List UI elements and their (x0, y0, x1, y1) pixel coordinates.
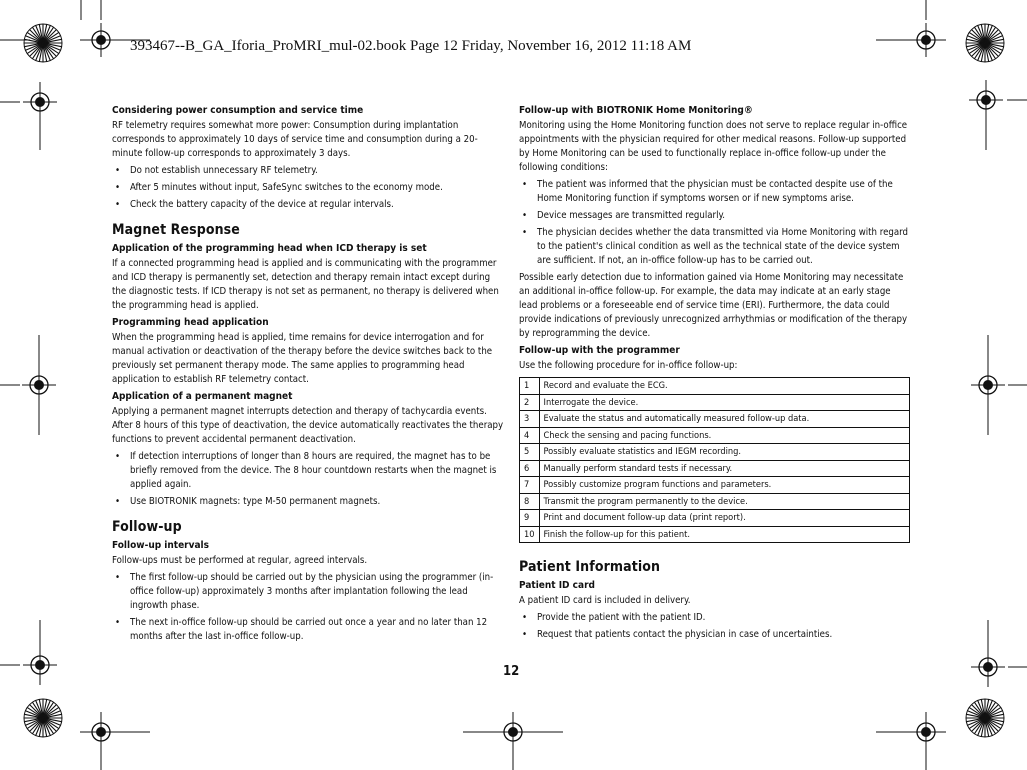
list-item: • Device messages are transmitted regularly. (522, 210, 725, 221)
step-number: 6 (520, 460, 540, 477)
home-monitoring-text2: Possible early detection due to information gained via Home Monitoring may necessitate an additional in-office follow-up. For example, the data may indicate at an early stage lead problems or a foreseeable end of service time (ERI). Furthermore, the data could provide indications of previously unrecognized arrhythmias or modification of the therapy by reprogramming the device. (519, 272, 908, 339)
table-row (520, 378, 910, 395)
step-number: 5 (520, 444, 540, 461)
power-heading: Considering power consumption and service time (112, 105, 364, 116)
follow-up-steps-table (519, 377, 910, 543)
step-text: Possibly evaluate statistics and IEGM recording. (539, 444, 909, 461)
list-item: • The next in-office follow-up should be carried out once a year and no later than 12 months after the last in-office follow-up. (115, 617, 488, 642)
list-item: • If detection interruptions of longer than 8 hours are required, the magnet has to be briefly removed from the device. The 8 hour countdown restarts when the magnet is applied again. (115, 451, 497, 490)
step-text: Possibly customize program functions and parameters. (539, 477, 909, 494)
follow-up-intervals-heading: Follow-up intervals (112, 540, 209, 551)
right-column (519, 101, 911, 645)
step-number: 4 (520, 427, 540, 444)
list-item: • Use BIOTRONIK magnets: type M-50 permanent magnets. (115, 496, 381, 507)
table-row (520, 526, 910, 543)
magnet-response-title: Magnet Response (112, 222, 240, 238)
programmer-intro: Use the following procedure for in-office follow-up: (519, 360, 738, 371)
step-text: Print and document follow-up data (print report). (539, 510, 909, 527)
magnet-sub1: Application of the programming head when ICD therapy is set (112, 243, 427, 254)
magnet-text1: If a connected programming head is applied and is communicating with the programmer and ICD therapy is permanently set, detection and therapy remain intact except during the diagnostic tests. If ICD therapy is not set as permanent, no therapy is delivered when the programming head is applied. (112, 258, 499, 311)
book-slug-header: 393467--B_GA_Iforia_ProMRI_mul-02.book Page 12 Friday, November 16, 2012 11:18 AM (130, 38, 692, 54)
list-item: • Provide the patient with the patient ID. (522, 612, 706, 623)
home-monitoring-heading: Follow-up with BIOTRONIK Home Monitoring® (519, 105, 753, 116)
step-number: 2 (520, 394, 540, 411)
step-number: 7 (520, 477, 540, 494)
patient-id-card-heading: Patient ID card (519, 580, 595, 591)
follow-up-bullets (112, 571, 504, 644)
table-row (520, 460, 910, 477)
patient-bullets (519, 611, 911, 642)
table-row (520, 477, 910, 494)
patient-information-title: Patient Information (519, 559, 661, 575)
list-item: • Do not establish unnecessary RF telemetry. (115, 165, 318, 176)
step-text: Transmit the program permanently to the device. (539, 493, 909, 510)
list-item: • Check the battery capacity of the device at regular intervals. (115, 199, 394, 210)
list-item: • Request that patients contact the physician in case of uncertainties. (522, 629, 833, 640)
power-bullets (112, 164, 504, 212)
magnet-text3: Applying a permanent magnet interrupts detection and therapy of tachycardia events. After 8 hours of this type of deactivation, the device automatically reactivates the therapy functions to prevent accidental permanent deactivation. (112, 406, 504, 445)
table-row (520, 394, 910, 411)
list-item: • After 5 minutes without input, SafeSync switches to the economy mode. (115, 182, 443, 193)
home-monitoring-text: Monitoring using the Home Monitoring function does not serve to replace regular in-office appointments with the physician required for other medical reasons. Follow-up supported by Home Monitoring can be used to functionally replace in-office follow-up under the following conditions: (519, 120, 908, 173)
magnet-sub2: Programming head application (112, 317, 269, 328)
table-row (520, 510, 910, 527)
table-row (520, 444, 910, 461)
step-text: Manually perform standard tests if necessary. (539, 460, 909, 477)
step-text: Interrogate the device. (539, 394, 909, 411)
left-column (112, 101, 504, 647)
table-row (520, 411, 910, 428)
step-number: 9 (520, 510, 540, 527)
magnet-text2: When the programming head is applied, time remains for device interrogation and for manual activation or deactivation of the therapy before the device switches back to the previously set permanent therapy mode. The same applies to programming head application to establish RF telemetry contact. (112, 332, 493, 385)
step-number: 1 (520, 378, 540, 395)
programmer-heading: Follow-up with the programmer (519, 345, 680, 356)
table-row (520, 427, 910, 444)
step-text: Record and evaluate the ECG. (539, 378, 909, 395)
step-number: 8 (520, 493, 540, 510)
patient-id-card-text: A patient ID card is included in delivery. (519, 595, 691, 606)
step-number: 10 (520, 526, 540, 543)
follow-up-title: Follow-up (112, 519, 182, 535)
table-row (520, 493, 910, 510)
magnet-bullets (112, 450, 504, 509)
step-text: Check the sensing and pacing functions. (539, 427, 909, 444)
home-monitoring-bullets (519, 178, 911, 268)
magnet-sub3: Application of a permanent magnet (112, 391, 293, 402)
list-item: • The physician decides whether the data transmitted via Home Monitoring with regard to the patient's clinical condition as well as the technical state of the device system are sufficient. If not, an in-office follow-up has to be carried out. (522, 227, 909, 266)
follow-up-intervals-text: Follow-ups must be performed at regular, agreed intervals. (112, 555, 368, 566)
list-item: • The first follow-up should be carried out by the physician using the programmer (in-office follow-up) approximately 3 months after implantation following the lead ingrowth phase. (115, 572, 494, 611)
power-text: RF telemetry requires somewhat more power: Consumption during implantation corresponds to approximately 10 days of service time and consumption during a 20-minute follow-up corresponds to approximately 3 days. (112, 120, 478, 159)
step-text: Finish the follow-up for this patient. (539, 526, 909, 543)
step-text: Evaluate the status and automatically measured follow-up data. (539, 411, 909, 428)
list-item: • The patient was informed that the physician must be contacted despite use of the Home Monitoring function if symptoms worsen or if new symptoms arise. (522, 179, 893, 204)
step-number: 3 (520, 411, 540, 428)
page-number: 12 (503, 664, 520, 679)
